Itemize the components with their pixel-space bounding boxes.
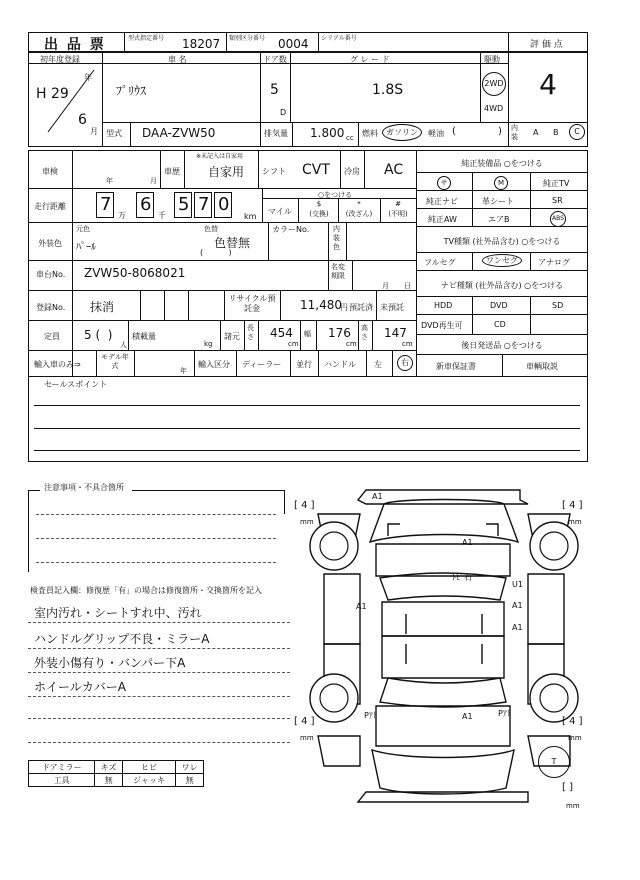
- dealer-option: ディーラー: [242, 360, 282, 369]
- doors-label: ドア数: [263, 55, 287, 64]
- name-change-day: 日: [404, 282, 411, 290]
- mm-rear-left: mm: [300, 734, 314, 742]
- mileage-digit-2: 6: [140, 194, 152, 215]
- tv-type-label: TV種類 (社外品含む) ○をつける: [443, 237, 561, 246]
- car-name-value: ﾌﾟﾘｳｽ: [116, 84, 147, 98]
- reg-label: 登録No.: [36, 303, 66, 312]
- mileage-unit-man: 万: [118, 211, 126, 220]
- tread-rear-left: [ 4 ]: [294, 716, 315, 727]
- color-no-label: カラーNo.: [272, 225, 310, 234]
- tread-front-left-value: 4: [301, 500, 308, 511]
- handle-left: 左: [374, 360, 382, 369]
- dimensions-label: 諸元: [224, 332, 240, 341]
- jack-label: ジャッキ: [122, 774, 175, 787]
- scratch-label: キズ: [95, 761, 122, 774]
- note-line-3: 外装小傷有り・バンパー下A: [34, 656, 186, 670]
- mark-left-front-door: A1: [356, 602, 367, 611]
- type-no-label: 型式指定番号: [128, 35, 165, 42]
- equip-airbag: エアB: [488, 215, 510, 224]
- load-unit: kg: [204, 340, 213, 348]
- orig-color-label: 元色: [76, 225, 90, 233]
- length-label: 長さ: [247, 324, 254, 341]
- equip-m-icon: M: [494, 176, 508, 190]
- mileage-exchanged: $ (交換): [309, 200, 329, 218]
- sales-point-label: セールスポイント: [44, 380, 108, 389]
- tread-front-right: [ 4 ]: [562, 500, 583, 511]
- displacement-value: 1.800: [310, 126, 345, 140]
- page-title: 出 品 票: [44, 37, 106, 53]
- name-change-label: 名変期限: [331, 263, 345, 280]
- rating-value: 4: [539, 68, 557, 101]
- interior-c-circled: C: [569, 124, 585, 140]
- paint-paren: ( ): [200, 248, 232, 257]
- tv-fullseg: フルセグ: [424, 258, 456, 267]
- paint-label: 色替: [204, 225, 218, 233]
- jack-value: 無: [176, 774, 204, 787]
- equip-aw: 純正AW: [428, 215, 457, 224]
- mark-front-bumper: A1: [372, 492, 383, 501]
- mark-right-rear-quarter: Pｱﾄ: [498, 709, 511, 718]
- caution-label: 注意事項・不具合箇所: [44, 483, 124, 492]
- navi-dvd-play: DVD再生可: [421, 321, 463, 330]
- recycle-value: 11,480: [300, 298, 342, 312]
- mm-front-right: mm: [568, 518, 582, 526]
- navi-type-label: ナビ種類 (社外品含む) ○をつける: [440, 281, 564, 290]
- displacement-label: 排気量: [264, 129, 288, 138]
- tv-analog: アナログ: [538, 258, 570, 267]
- car-name-label: 車 名: [168, 55, 187, 64]
- mm-front-left: mm: [300, 518, 314, 526]
- navi-cd: CD: [494, 320, 506, 329]
- later-shipment-label: 後日発送品 ○をつける: [461, 341, 543, 350]
- first-reg-month: 6: [78, 112, 87, 128]
- fuel-light-oil: 軽油: [428, 129, 444, 138]
- mileage-digit-4: 7: [198, 194, 210, 215]
- interior-label: 内装: [511, 124, 518, 141]
- chassis-value: ZVW50-8068021: [84, 266, 186, 280]
- mileage-unit-km: km: [244, 212, 257, 221]
- equip-abs-circled: ABS: [550, 211, 566, 227]
- mileage-digit-5: 0: [218, 194, 230, 215]
- tv-oneseg-circled: ワンセグ: [482, 254, 522, 267]
- handle-label: ハンドル: [324, 360, 356, 369]
- note-line-2: ハンドルグリップ不良・ミラーA: [34, 632, 210, 646]
- shift-label: シフト: [262, 167, 286, 176]
- equip-sr: SR: [552, 196, 563, 205]
- year-unit: 年: [84, 73, 92, 82]
- mark-windshield: ﾄﾋﾞ石: [452, 573, 472, 582]
- equip-leather: 革シート: [482, 197, 514, 206]
- capacity-unit: 人: [120, 341, 127, 349]
- mileage-circle-note: ○をつける: [318, 191, 353, 199]
- tools-value: 無: [95, 774, 122, 787]
- recycle-not-deposited: 未預託: [380, 303, 404, 312]
- mileage-digit-3: 5: [178, 194, 190, 215]
- rating-label: 評 価 点: [530, 40, 563, 50]
- model-year-label: モデル年式: [101, 353, 129, 370]
- exterior-color-label: 外装色: [38, 239, 62, 248]
- recycle-label: リサイクル預託金: [228, 294, 276, 313]
- equip-std-label: 純正装備品 ○をつける: [461, 159, 543, 168]
- height-label: 高さ: [361, 324, 368, 341]
- interior-b: B: [553, 128, 559, 137]
- fuel-label: 燃料: [362, 129, 378, 138]
- width-label: 幅: [304, 330, 311, 338]
- history-value: 自家用: [208, 165, 245, 179]
- chassis-label: 車台No.: [36, 270, 66, 279]
- fuel-gasoline-circled: ガソリン: [382, 124, 422, 141]
- history-label: 車歴: [164, 167, 180, 176]
- type-no-value: 18207: [182, 37, 221, 51]
- later-manual: 車輌取説: [526, 362, 558, 371]
- mileage-digit-1: 7: [100, 194, 112, 215]
- paint-value: 色替無: [214, 236, 251, 250]
- inspection-year: 年: [106, 177, 113, 185]
- length-unit: cm: [288, 340, 299, 348]
- equip-tv: 純正TV: [543, 179, 570, 188]
- model-label: 型式: [106, 129, 122, 138]
- tools-label: 工具: [29, 774, 95, 787]
- equip-navi: 純正ナビ: [426, 197, 458, 206]
- navi-hdd: HDD: [434, 301, 453, 310]
- mileage-tampered: * (改ざん): [345, 200, 373, 218]
- length-value: 454: [270, 326, 293, 340]
- category-value: 0004: [278, 37, 309, 51]
- load-label: 積載量: [132, 332, 156, 341]
- first-reg-year: H 29: [36, 86, 69, 102]
- reg-value: 抹消: [90, 300, 115, 314]
- accessory-table: [28, 760, 204, 787]
- mark-right-front-door-a1: A1: [512, 601, 523, 610]
- width-unit: cm: [346, 340, 357, 348]
- mm-rear-right: mm: [568, 734, 582, 742]
- mm-spare: mm: [566, 802, 580, 810]
- tread-front-right-value: 4: [569, 500, 576, 511]
- shift-value: CVT: [302, 162, 330, 178]
- handle-right-circled: 右: [397, 355, 413, 371]
- inspector-note: 検査員記入欄：修復歴「有」の場合は修復箇所・交換箇所を記入: [30, 586, 262, 595]
- mile-label: マイル: [268, 207, 292, 216]
- first-reg-label: 初年度登録: [40, 55, 80, 64]
- displacement-unit: cc: [346, 134, 354, 142]
- parallel-option: 並行: [296, 360, 312, 369]
- tread-front-left: [ 4 ]: [294, 500, 315, 511]
- capacity-value: 5 ( ): [84, 328, 113, 342]
- inspection-label: 車検: [42, 167, 58, 176]
- model-value: DAA-ZVW50: [142, 126, 216, 140]
- tread-rear-left-value: 4: [301, 716, 308, 727]
- name-change-month: 月: [382, 282, 389, 290]
- mark-right-front-door-u1: U1: [512, 580, 523, 589]
- navi-dvd: DVD: [490, 301, 508, 310]
- navi-sd: SD: [552, 301, 564, 310]
- ac-label: 冷房: [344, 167, 360, 176]
- orig-color-value: ﾊﾟｰﾙ: [76, 242, 96, 253]
- tread-rear-right-value: 4: [569, 716, 576, 727]
- history-note: ※未記入は自家用: [196, 153, 244, 160]
- capacity-label: 定員: [44, 332, 60, 341]
- category-label: 類別区分番号: [229, 35, 266, 42]
- ac-value: AC: [384, 162, 404, 178]
- equip-steering-icon: サ: [437, 176, 451, 190]
- note-line-4: ホイールカバーA: [34, 680, 126, 694]
- grade-value: 1.8S: [372, 82, 404, 98]
- note-line-1: 室内汚れ・シートすれ中、汚れ: [34, 606, 202, 620]
- model-year-unit: 年: [180, 367, 187, 375]
- serial-label: シリアル番号: [321, 35, 357, 42]
- mileage-unit-sen: 千: [158, 211, 166, 220]
- mark-left-rear-quarter: Pｱﾄ: [364, 711, 377, 720]
- mileage-unknown: # (不明): [388, 200, 408, 218]
- break-label: ワレ: [176, 761, 204, 774]
- drive-label: 駆動: [484, 55, 500, 64]
- tread-rear-right: [ 4 ]: [562, 716, 583, 727]
- import-cat-label: 輸入区分: [198, 360, 230, 369]
- interior-color-label: 内装色: [333, 225, 340, 251]
- mark-hood: A1: [462, 538, 473, 547]
- mark-trunk: A1: [462, 712, 473, 721]
- height-value: 147: [384, 326, 407, 340]
- height-unit: cm: [402, 340, 413, 348]
- doors-value: 5: [270, 82, 279, 98]
- drive-2wd-circled: 2WD: [482, 72, 506, 96]
- width-value: 176: [328, 326, 351, 340]
- spare-tire: T: [538, 746, 570, 778]
- drive-4wd: 4WD: [484, 104, 504, 113]
- interior-a: A: [533, 128, 539, 137]
- inspection-month: 月: [150, 177, 157, 185]
- doors-type: D: [280, 108, 287, 117]
- recycle-deposited: 預託済: [349, 303, 373, 312]
- crack-label: ヒビ: [122, 761, 175, 774]
- mark-right-rear-door: A1: [512, 623, 523, 632]
- later-warranty: 新車保証書: [436, 362, 476, 371]
- door-mirror-label: ドアミラー: [29, 761, 95, 774]
- tread-spare: [ ]: [562, 782, 573, 793]
- import-label: 輸入車のみ⇒: [34, 360, 81, 369]
- grade-label: グ レ ー ド: [350, 55, 390, 64]
- mileage-label: 走行距離: [34, 202, 66, 211]
- recycle-unit: 円: [340, 303, 348, 312]
- month-unit: 月: [90, 127, 98, 136]
